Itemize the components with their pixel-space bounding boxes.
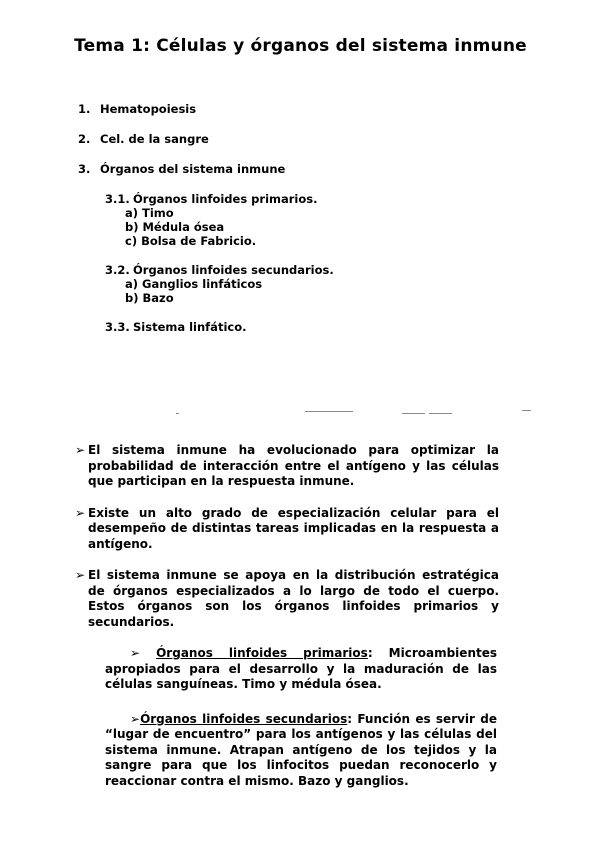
bullet-section [75, 443, 499, 808]
outline-section-3-3 [105, 320, 334, 334]
sublist-item: b) Bazo [125, 291, 174, 305]
list-item-label: Hematopoiesis [100, 102, 197, 116]
section-label: Órganos linfoides secundarios. [133, 263, 334, 277]
list-item [78, 102, 334, 116]
scan-artifact [402, 413, 425, 414]
section-heading [105, 192, 334, 206]
section-label: Sistema linfático. [133, 320, 247, 334]
section-label: Órganos linfoides primarios. [133, 192, 318, 206]
scan-artifact [305, 411, 353, 412]
section-number: 3.1. [105, 192, 130, 206]
list-item-label: Órganos del sistema inmune [100, 162, 286, 176]
outline-list [78, 102, 334, 334]
outline-section-3-1 [105, 192, 334, 248]
bullet-paragraph [75, 506, 499, 553]
section-sublist [125, 277, 334, 305]
list-item [78, 162, 334, 176]
scan-artifact [522, 410, 531, 411]
sub-bullet-paragraph [105, 712, 497, 790]
section-sublist [125, 206, 334, 248]
section-heading [105, 320, 334, 334]
arrow-bullet-icon: ➢ [75, 443, 86, 457]
section-number: 3.2. [105, 263, 130, 277]
list-item-number: 2. [78, 132, 91, 146]
list-item-label: Cel. de la sangre [100, 132, 209, 146]
bullet-text: Existe un alto grado de especialización celular para el desempeño de distintas tareas implicadas en la respuesta a antígeno. [88, 505, 499, 551]
section-number: 3.3. [105, 320, 130, 334]
sub-bullet-term: Órganos linfoides secundarios [140, 711, 348, 726]
sublist-item: b) Médula ósea [125, 220, 225, 234]
arrow-bullet-icon: ➢ [75, 568, 86, 582]
arrow-bullet-icon: ➢ [130, 646, 157, 660]
section-heading [105, 263, 334, 277]
list-item [78, 132, 334, 146]
bullet-text: El sistema inmune ha evolucionado para optimizar la probabilidad de interacción entre el antígeno y las células que participan en la respuesta inmune. [88, 443, 499, 488]
sublist-item: a) Ganglios linfáticos [125, 277, 263, 291]
bullet-paragraph [75, 568, 499, 630]
outline-section-3-2 [105, 263, 334, 305]
scan-artifact [429, 413, 452, 414]
sublist-item: a) Timo [125, 206, 174, 220]
scan-artifact [176, 413, 179, 414]
sub-bullet-term: Órganos linfoides primarios [156, 646, 368, 660]
sublist-item: c) Bolsa de Fabricio. [125, 234, 257, 248]
arrow-bullet-icon: ➢ [130, 711, 141, 726]
sub-bullet-text: : Función es servir de “lugar de encuentro” para los antígenos y las células del sistema inmune. Atrapan antígeno de los tejidos y la sangre para que los linfocitos puedan reconocerlo y reaccionar contra el mismo. Bazo y ganglios. [105, 711, 497, 788]
list-item-number: 1. [78, 102, 91, 116]
arrow-bullet-icon: ➢ [75, 505, 86, 520]
bullet-text: El sistema inmune se apoya en la distribución estratégica de órganos especializados a lo largo de todo el cuerpo. Estos órganos son los órganos linfoides primarios y secundarios. [88, 568, 499, 629]
page-title: Tema 1: Células y órganos del sistema inmune [74, 36, 527, 56]
bullet-paragraph [75, 443, 499, 490]
sub-bullet-text: : Microambientes apropiados para el desarrollo y la maduración de las células sanguíneas. Timo y médula ósea. [105, 646, 497, 691]
sub-bullet-paragraph [105, 646, 497, 693]
list-item-number: 3. [78, 162, 91, 176]
